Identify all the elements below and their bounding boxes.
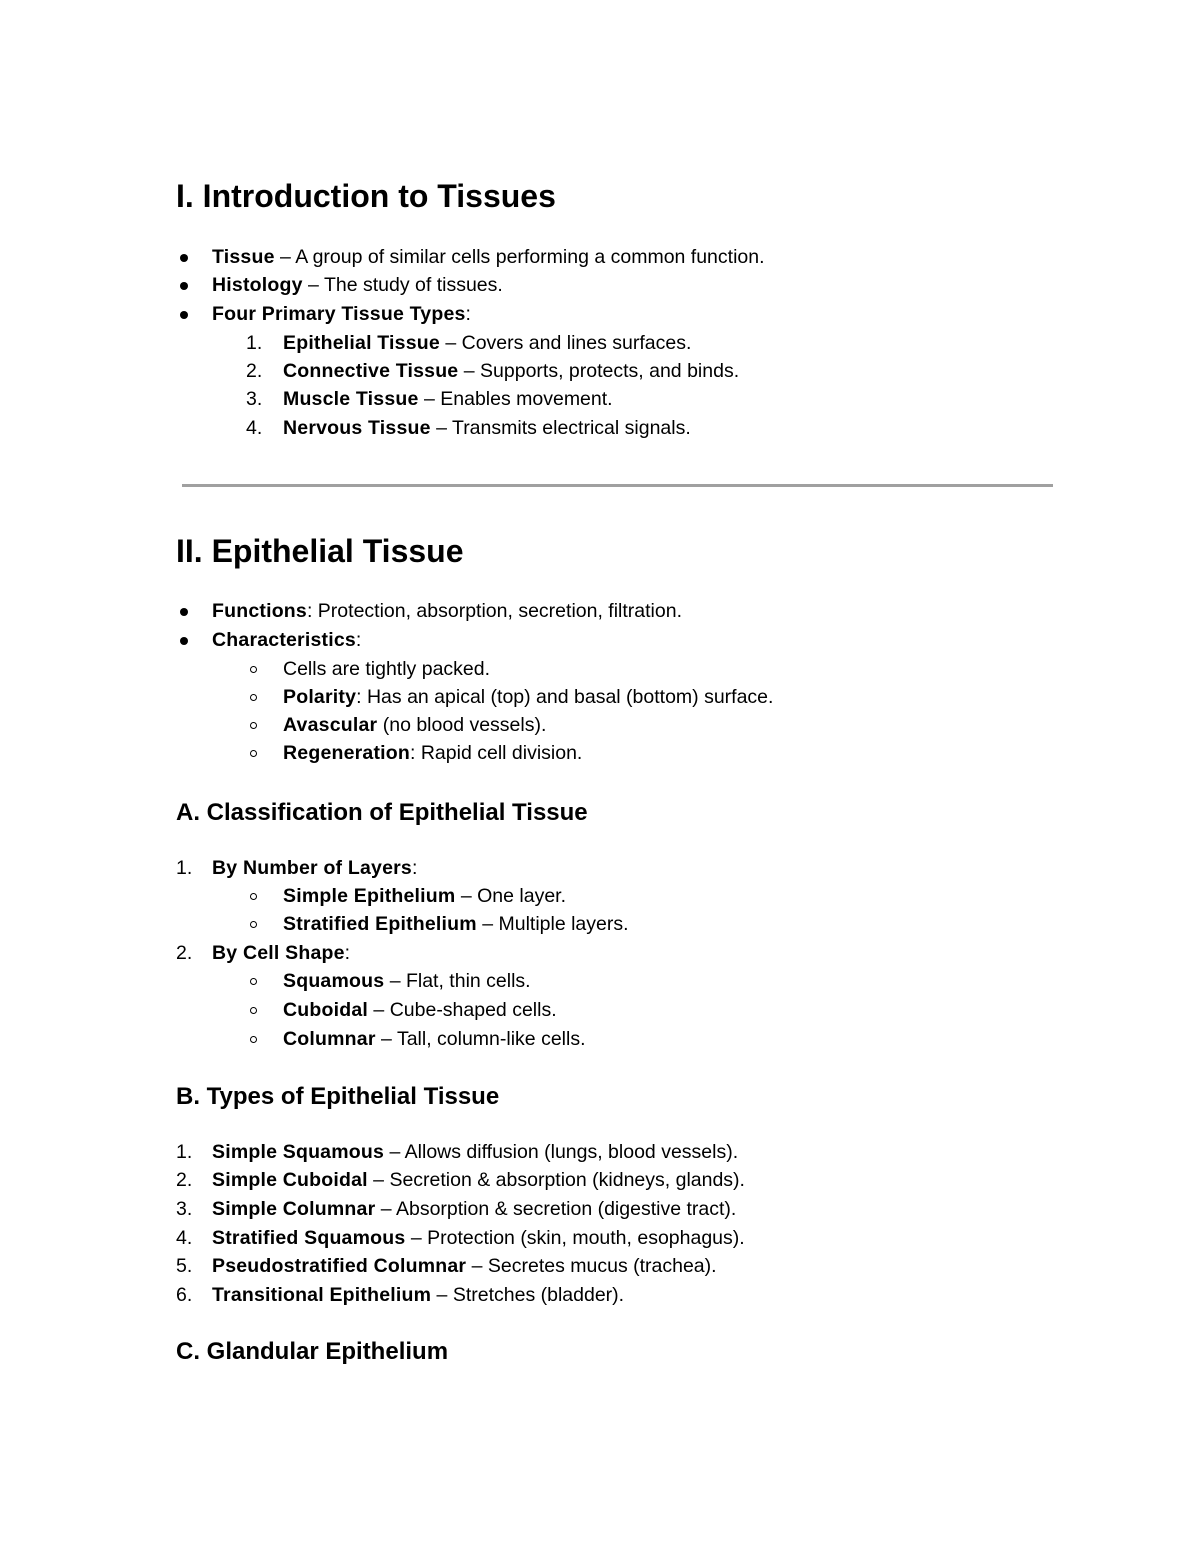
list-item-transitional: Transitional Epithelium – Stretches (bladder). — [212, 1284, 625, 1306]
list-item-simple-epithelium: Simple Epithelium – One layer. — [283, 885, 567, 907]
list-item-pseudostratified: Pseudostratified Columnar – Secretes mucus (trachea). — [212, 1255, 717, 1277]
list-number: 1. — [246, 332, 263, 354]
list-item-stratified-squamous: Stratified Squamous – Protection (skin, mouth, esophagus). — [212, 1227, 745, 1249]
list-item-epithelial: Epithelial Tissue – Covers and lines surfaces. — [283, 332, 692, 354]
list-item-muscle: Muscle Tissue – Enables movement. — [283, 388, 613, 410]
list-number: 1. — [176, 1141, 193, 1163]
list-item-histology: Histology – The study of tissues. — [212, 274, 503, 296]
list-item-by-layers: By Number of Layers: — [212, 857, 418, 879]
bullet-circle-icon — [250, 722, 257, 729]
list-number: 1. — [176, 857, 193, 879]
list-item-squamous: Squamous – Flat, thin cells. — [283, 970, 531, 992]
bullet-disc-icon — [180, 254, 188, 262]
list-item-tightly-packed: Cells are tightly packed. — [283, 658, 491, 680]
list-item-by-shape: By Cell Shape: — [212, 942, 351, 964]
list-item-regeneration: Regeneration: Rapid cell division. — [283, 742, 583, 764]
bullet-disc-icon — [180, 282, 188, 290]
list-item-nervous: Nervous Tissue – Transmits electrical signals. — [283, 417, 691, 439]
subsection-title-glandular: C. Glandular Epithelium — [176, 1338, 449, 1365]
list-item-columnar: Columnar – Tall, column-like cells. — [283, 1028, 586, 1050]
bullet-disc-icon — [180, 608, 188, 616]
list-item-polarity: Polarity: Has an apical (top) and basal (bottom) surface. — [283, 686, 774, 708]
list-number: 4. — [176, 1227, 193, 1249]
list-item-primary-types: Four Primary Tissue Types: — [212, 303, 471, 325]
list-item-tissue: Tissue – A group of similar cells performing a common function. — [212, 246, 765, 268]
list-number: 2. — [246, 360, 263, 382]
list-item-simple-cuboidal: Simple Cuboidal – Secretion & absorption (kidneys, glands). — [212, 1169, 745, 1191]
list-item-simple-squamous: Simple Squamous – Allows diffusion (lungs, blood vessels). — [212, 1141, 739, 1163]
section-title-epithelial: II. Epithelial Tissue — [176, 533, 464, 569]
bullet-circle-icon — [250, 921, 257, 928]
list-item-simple-columnar: Simple Columnar – Absorption & secretion (digestive tract). — [212, 1198, 737, 1220]
bullet-disc-icon — [180, 637, 188, 645]
list-item-characteristics: Characteristics: — [212, 629, 362, 651]
bullet-circle-icon — [250, 750, 257, 757]
list-item-cuboidal: Cuboidal – Cube-shaped cells. — [283, 999, 557, 1021]
bullet-circle-icon — [250, 694, 257, 701]
list-number: 2. — [176, 942, 193, 964]
bullet-circle-icon — [250, 1036, 257, 1043]
list-number: 4. — [246, 417, 263, 439]
bullet-disc-icon — [180, 311, 188, 319]
list-item-stratified-epithelium: Stratified Epithelium – Multiple layers. — [283, 913, 629, 935]
list-number: 6. — [176, 1284, 193, 1306]
list-number: 5. — [176, 1255, 193, 1277]
bullet-circle-icon — [250, 893, 257, 900]
list-number: 3. — [176, 1198, 193, 1220]
list-item-functions: Functions: Protection, absorption, secretion, filtration. — [212, 600, 682, 622]
list-item-avascular: Avascular (no blood vessels). — [283, 714, 547, 736]
subsection-title-types: B. Types of Epithelial Tissue — [176, 1083, 500, 1110]
section-title-introduction: I. Introduction to Tissues — [176, 178, 556, 214]
subsection-title-classification: A. Classification of Epithelial Tissue — [176, 799, 588, 826]
list-number: 3. — [246, 388, 263, 410]
bullet-circle-icon — [250, 1007, 257, 1014]
list-number: 2. — [176, 1169, 193, 1191]
list-item-connective: Connective Tissue – Supports, protects, and binds. — [283, 360, 740, 382]
bullet-circle-icon — [250, 978, 257, 985]
bullet-circle-icon — [250, 666, 257, 673]
horizontal-divider — [182, 484, 1053, 487]
